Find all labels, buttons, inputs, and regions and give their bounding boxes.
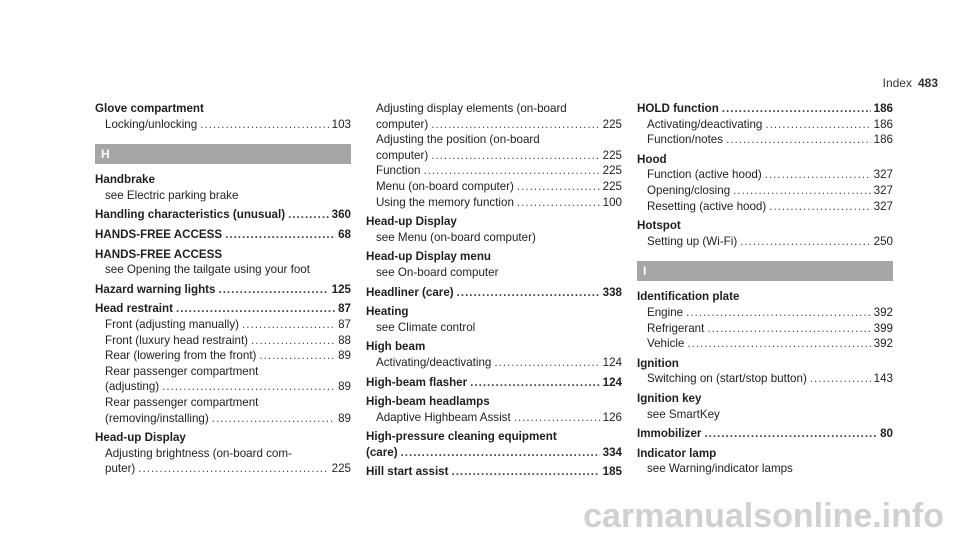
sub-entry bbox=[95, 188, 351, 204]
entry-heading-row[interactable] bbox=[95, 282, 351, 298]
sub-entry-text: Front (adjusting manually) bbox=[105, 317, 240, 331]
leader-dots bbox=[810, 371, 871, 387]
sub-entry[interactable] bbox=[637, 117, 893, 133]
sub-entry-text-row[interactable] bbox=[647, 132, 893, 148]
sub-entry-text: Adjusting the position (on-board bbox=[376, 133, 540, 147]
index-entry bbox=[637, 356, 893, 387]
leader-dots bbox=[212, 411, 335, 427]
leader-dots bbox=[722, 101, 871, 117]
sub-entry-text-row[interactable] bbox=[647, 371, 893, 387]
entry-heading: Hotspot bbox=[637, 219, 681, 233]
sub-entry-text: Vehicle bbox=[647, 337, 685, 351]
sub-entry-text: Opening/closing bbox=[647, 183, 731, 197]
entry-heading-cont-row[interactable] bbox=[366, 445, 622, 461]
entry-heading-row[interactable] bbox=[95, 207, 351, 223]
leader-dots bbox=[218, 282, 328, 298]
page-ref[interactable]: 360 bbox=[331, 208, 351, 222]
page-ref[interactable]: 250 bbox=[873, 234, 893, 248]
entry-heading: Handbrake bbox=[95, 173, 155, 187]
sub-entry-text-row[interactable] bbox=[376, 163, 622, 179]
entry-heading-row[interactable] bbox=[366, 375, 622, 391]
sub-entry-text-row[interactable] bbox=[647, 234, 893, 250]
page-ref[interactable]: 225 bbox=[602, 179, 622, 193]
page-ref[interactable]: 87 bbox=[338, 317, 351, 331]
index-entry bbox=[95, 172, 351, 203]
sub-entry-text: puter) bbox=[105, 462, 136, 476]
entry-heading: Identification plate bbox=[637, 290, 740, 304]
page-ref[interactable]: 89 bbox=[338, 411, 351, 425]
index-entry bbox=[95, 301, 351, 426]
sub-entry[interactable] bbox=[637, 336, 893, 352]
entry-heading-cont: (care) bbox=[366, 445, 398, 459]
index-entry bbox=[366, 429, 622, 460]
sub-entry[interactable] bbox=[366, 410, 622, 426]
leader-dots bbox=[726, 132, 871, 148]
sub-entry[interactable] bbox=[637, 167, 893, 183]
sub-entry[interactable] bbox=[637, 199, 893, 215]
sub-entry bbox=[366, 265, 622, 281]
index-label: Index bbox=[882, 76, 912, 90]
leader-dots bbox=[431, 117, 599, 133]
leader-dots bbox=[431, 148, 599, 164]
index-entry bbox=[366, 214, 622, 245]
sub-entry-text-row[interactable] bbox=[647, 336, 893, 352]
leader-dots bbox=[769, 199, 870, 215]
sub-entry-text-row[interactable] bbox=[105, 317, 351, 333]
sub-entry[interactable] bbox=[366, 101, 622, 132]
leader-dots bbox=[162, 379, 335, 395]
page-ref[interactable]: 327 bbox=[873, 183, 893, 197]
leader-dots bbox=[707, 321, 870, 337]
sub-entry[interactable] bbox=[637, 371, 893, 387]
page-ref[interactable]: 87 bbox=[338, 302, 351, 316]
page-ref[interactable]: 186 bbox=[873, 117, 893, 131]
index-entry bbox=[637, 446, 893, 477]
sub-entry-text: Function (active hood) bbox=[647, 168, 762, 182]
sub-entry[interactable] bbox=[95, 348, 351, 364]
page-ref[interactable]: 126 bbox=[602, 410, 622, 424]
sub-entry-text: Locking/unlocking bbox=[105, 117, 198, 131]
index-entry bbox=[366, 464, 622, 480]
sub-entry[interactable] bbox=[366, 355, 622, 371]
sub-entry-text-row[interactable] bbox=[376, 179, 622, 195]
sub-entry-text-row[interactable] bbox=[105, 379, 351, 395]
entry-heading: Hazard warning lights bbox=[95, 282, 216, 296]
page-ref[interactable]: 103 bbox=[331, 117, 351, 131]
index-entry bbox=[637, 426, 893, 442]
sub-entry-text: Engine bbox=[647, 305, 684, 319]
sub-entry[interactable] bbox=[95, 446, 351, 477]
entry-heading: HOLD function bbox=[637, 102, 719, 115]
leader-dots bbox=[457, 285, 600, 301]
leader-dots bbox=[225, 227, 335, 243]
leader-dots bbox=[200, 117, 328, 133]
page-ref[interactable]: 327 bbox=[873, 168, 893, 182]
sub-entry-text-row[interactable] bbox=[647, 321, 893, 337]
page-ref[interactable]: 89 bbox=[338, 349, 351, 363]
index-entry bbox=[637, 218, 893, 249]
leader-dots bbox=[259, 348, 335, 364]
sub-entry-text-row[interactable] bbox=[376, 195, 622, 211]
index-entry bbox=[95, 101, 351, 132]
sub-entry bbox=[366, 320, 622, 336]
index-entry bbox=[366, 339, 622, 370]
index-entry bbox=[366, 375, 622, 391]
entry-heading: Indicator lamp bbox=[637, 446, 717, 460]
sub-entry-text: Adaptive Highbeam Assist bbox=[376, 410, 511, 424]
sub-entry-text: Using the memory function bbox=[376, 195, 514, 209]
leader-dots bbox=[451, 464, 599, 480]
index-entry bbox=[366, 249, 622, 280]
entry-heading: Head-up Display bbox=[95, 431, 186, 445]
page-number: 483 bbox=[917, 76, 938, 90]
index-entry bbox=[366, 394, 622, 425]
watermark: carmanualsonline.info bbox=[583, 497, 944, 535]
index-column-2 bbox=[366, 101, 622, 484]
sub-entry[interactable] bbox=[637, 132, 893, 148]
index-entry bbox=[366, 101, 622, 210]
sub-entry[interactable] bbox=[366, 163, 622, 179]
sub-entry bbox=[637, 461, 893, 477]
sub-entry-text-row[interactable] bbox=[647, 117, 893, 133]
sub-entry[interactable] bbox=[95, 364, 351, 395]
sub-entry-text-row[interactable] bbox=[376, 355, 622, 371]
page-ref[interactable]: 225 bbox=[331, 462, 351, 476]
entry-heading: Handling characteristics (unusual) bbox=[95, 208, 286, 222]
entry-heading: Glove compartment bbox=[95, 102, 204, 115]
entry-heading: High-beam flasher bbox=[366, 375, 468, 389]
sub-entry-text-row[interactable] bbox=[105, 411, 351, 427]
entry-heading: High-pressure cleaning equipment bbox=[366, 430, 557, 444]
index-entry bbox=[95, 247, 351, 278]
sub-entry-text[interactable]: see Climate control bbox=[376, 320, 476, 334]
index-entry bbox=[95, 227, 351, 243]
entry-heading: Head-up Display bbox=[366, 215, 457, 229]
leader-dots bbox=[517, 195, 600, 211]
sub-entry-text-row[interactable] bbox=[647, 183, 893, 199]
page-ref[interactable]: 225 bbox=[602, 148, 622, 162]
sub-entry-text: Activating/deactivating bbox=[647, 117, 763, 131]
entry-heading-row[interactable] bbox=[637, 101, 893, 117]
sub-entry[interactable] bbox=[637, 305, 893, 321]
sub-entry bbox=[637, 407, 893, 423]
leader-dots bbox=[740, 234, 870, 250]
sub-entry-text: Rear passenger compartment bbox=[105, 395, 259, 409]
sub-entry-text-row[interactable] bbox=[105, 333, 351, 349]
entry-heading-row[interactable] bbox=[95, 227, 351, 243]
entry-heading: Heating bbox=[366, 305, 409, 319]
page-ref[interactable]: 89 bbox=[338, 380, 351, 394]
sub-entry[interactable] bbox=[95, 333, 351, 349]
entry-heading-row[interactable] bbox=[95, 301, 351, 317]
sub-entry-text: Resetting (active hood) bbox=[647, 199, 767, 213]
sub-entry-text: Refrigerant bbox=[647, 321, 705, 335]
page-ref[interactable]: 399 bbox=[873, 321, 893, 335]
sub-entry-text-row[interactable] bbox=[105, 348, 351, 364]
entry-heading: Headliner (care) bbox=[366, 285, 454, 299]
sub-entry-text: Function/notes bbox=[647, 133, 724, 147]
sub-entry-text-row[interactable] bbox=[647, 167, 893, 183]
entry-heading: High beam bbox=[366, 340, 426, 354]
page-ref[interactable]: 225 bbox=[602, 164, 622, 178]
leader-dots bbox=[423, 163, 599, 179]
sub-entry-text: Switching on (start/stop button) bbox=[647, 372, 807, 386]
entry-heading-row[interactable] bbox=[637, 426, 893, 442]
leader-dots bbox=[686, 305, 871, 321]
page-ref[interactable]: 124 bbox=[602, 355, 622, 369]
sub-entry[interactable] bbox=[95, 317, 351, 333]
leader-dots bbox=[733, 183, 871, 199]
sub-entry-text[interactable]: see On-board computer bbox=[376, 265, 499, 279]
entry-heading: HANDS-FREE ACCESS bbox=[95, 227, 223, 241]
sub-entry-text-row[interactable] bbox=[105, 461, 351, 477]
page-ref[interactable]: 124 bbox=[602, 375, 622, 389]
leader-dots bbox=[242, 317, 335, 333]
page-ref[interactable]: 100 bbox=[602, 195, 622, 209]
entry-heading: Hill start assist bbox=[366, 465, 449, 479]
sub-entry-text: Menu (on-board computer) bbox=[376, 179, 514, 193]
sub-entry-text-row[interactable] bbox=[376, 117, 622, 133]
leader-dots bbox=[176, 301, 335, 317]
entry-heading-row[interactable] bbox=[366, 285, 622, 301]
sub-entry-text[interactable]: see Electric parking brake bbox=[105, 188, 239, 202]
leader-dots bbox=[251, 333, 335, 349]
sub-entry-text[interactable]: see Menu (on-board computer) bbox=[376, 230, 536, 244]
sub-entry-text: Rear (lowering from the front) bbox=[105, 349, 257, 363]
leader-dots bbox=[470, 375, 600, 391]
leader-dots bbox=[765, 167, 871, 183]
sub-entry-text[interactable]: see SmartKey bbox=[647, 407, 720, 421]
page-ref[interactable]: 125 bbox=[331, 282, 351, 296]
index-entry bbox=[95, 430, 351, 477]
leader-dots bbox=[765, 117, 870, 133]
sub-entry[interactable] bbox=[366, 132, 622, 163]
section-letter: H bbox=[95, 144, 351, 164]
sub-entry-text: Function bbox=[376, 164, 421, 178]
page-ref[interactable]: 338 bbox=[602, 285, 622, 299]
page-ref[interactable]: 334 bbox=[602, 445, 622, 459]
entry-heading: Head restraint bbox=[95, 302, 173, 316]
index-entry bbox=[366, 304, 622, 335]
sub-entry-text[interactable]: see Opening the tailgate using your foot bbox=[105, 263, 310, 277]
page-ref[interactable]: 68 bbox=[338, 227, 351, 241]
page-ref[interactable]: 392 bbox=[873, 305, 893, 319]
page-ref[interactable]: 327 bbox=[873, 199, 893, 213]
page-ref[interactable]: 186 bbox=[873, 102, 893, 115]
leader-dots bbox=[514, 410, 600, 426]
page-header bbox=[883, 76, 938, 92]
page-ref[interactable]: 143 bbox=[873, 372, 893, 386]
leader-dots bbox=[138, 461, 328, 477]
sub-entry-text: Activating/deactivating bbox=[376, 355, 492, 369]
sub-entry-text-row[interactable] bbox=[647, 199, 893, 215]
sub-entry[interactable] bbox=[95, 117, 351, 133]
sub-entry-text: computer) bbox=[376, 148, 429, 162]
index-column-1 bbox=[95, 101, 351, 481]
entry-heading: Immobilizer bbox=[637, 427, 702, 441]
sub-entry-text-row[interactable] bbox=[647, 305, 893, 321]
index-entry bbox=[637, 101, 893, 148]
leader-dots bbox=[517, 179, 600, 195]
entry-heading: High-beam headlamps bbox=[366, 395, 490, 409]
index-entry bbox=[637, 391, 893, 422]
index-entry bbox=[637, 152, 893, 214]
sub-entry-text-row[interactable] bbox=[105, 117, 351, 133]
sub-entry[interactable] bbox=[637, 234, 893, 250]
sub-entry-text-row[interactable] bbox=[376, 148, 622, 164]
sub-entry-text: (removing/installing) bbox=[105, 411, 209, 425]
leader-dots bbox=[401, 445, 600, 461]
leader-dots bbox=[288, 207, 329, 223]
sub-entry[interactable] bbox=[366, 179, 622, 195]
leader-dots bbox=[494, 355, 599, 371]
page-ref[interactable]: 186 bbox=[873, 133, 893, 147]
entry-heading: Ignition key bbox=[637, 391, 702, 405]
section-letter: I bbox=[637, 261, 893, 281]
leader-dots bbox=[704, 426, 877, 442]
index-entry bbox=[637, 289, 893, 351]
sub-entry[interactable] bbox=[95, 395, 351, 426]
sub-entry bbox=[366, 230, 622, 246]
sub-entry-text: Setting up (Wi-Fi) bbox=[647, 234, 738, 248]
index-column-3 bbox=[637, 101, 893, 481]
page-ref[interactable]: 80 bbox=[880, 427, 893, 441]
sub-entry-text: (adjusting) bbox=[105, 380, 160, 394]
entry-heading-row[interactable] bbox=[366, 464, 622, 480]
entry-heading: Ignition bbox=[637, 356, 679, 370]
page-ref[interactable]: 392 bbox=[873, 337, 893, 351]
index-entry bbox=[95, 282, 351, 298]
sub-entry-text: Rear passenger compartment bbox=[105, 364, 259, 378]
entry-heading: Hood bbox=[637, 152, 667, 166]
sub-entry-text: Front (luxury head restraint) bbox=[105, 333, 249, 347]
sub-entry-text[interactable]: see Warning/indicator lamps bbox=[647, 462, 793, 476]
entry-heading: HANDS-FREE ACCESS bbox=[95, 247, 223, 261]
sub-entry-text-row[interactable] bbox=[376, 410, 622, 426]
sub-entry bbox=[95, 262, 351, 278]
page-ref[interactable]: 88 bbox=[338, 333, 351, 347]
sub-entry[interactable] bbox=[637, 321, 893, 337]
page-ref[interactable]: 185 bbox=[602, 465, 622, 479]
sub-entry[interactable] bbox=[637, 183, 893, 199]
leader-dots bbox=[687, 336, 870, 352]
sub-entry-text: Adjusting display elements (on-board bbox=[376, 102, 567, 115]
page-ref[interactable]: 225 bbox=[602, 117, 622, 131]
sub-entry-text: Adjusting brightness (on-board com- bbox=[105, 446, 292, 460]
sub-entry[interactable] bbox=[366, 195, 622, 211]
index-entry bbox=[95, 207, 351, 223]
entry-heading: Head-up Display menu bbox=[366, 250, 491, 264]
index-entry bbox=[366, 285, 622, 301]
sub-entry-text: computer) bbox=[376, 117, 429, 131]
